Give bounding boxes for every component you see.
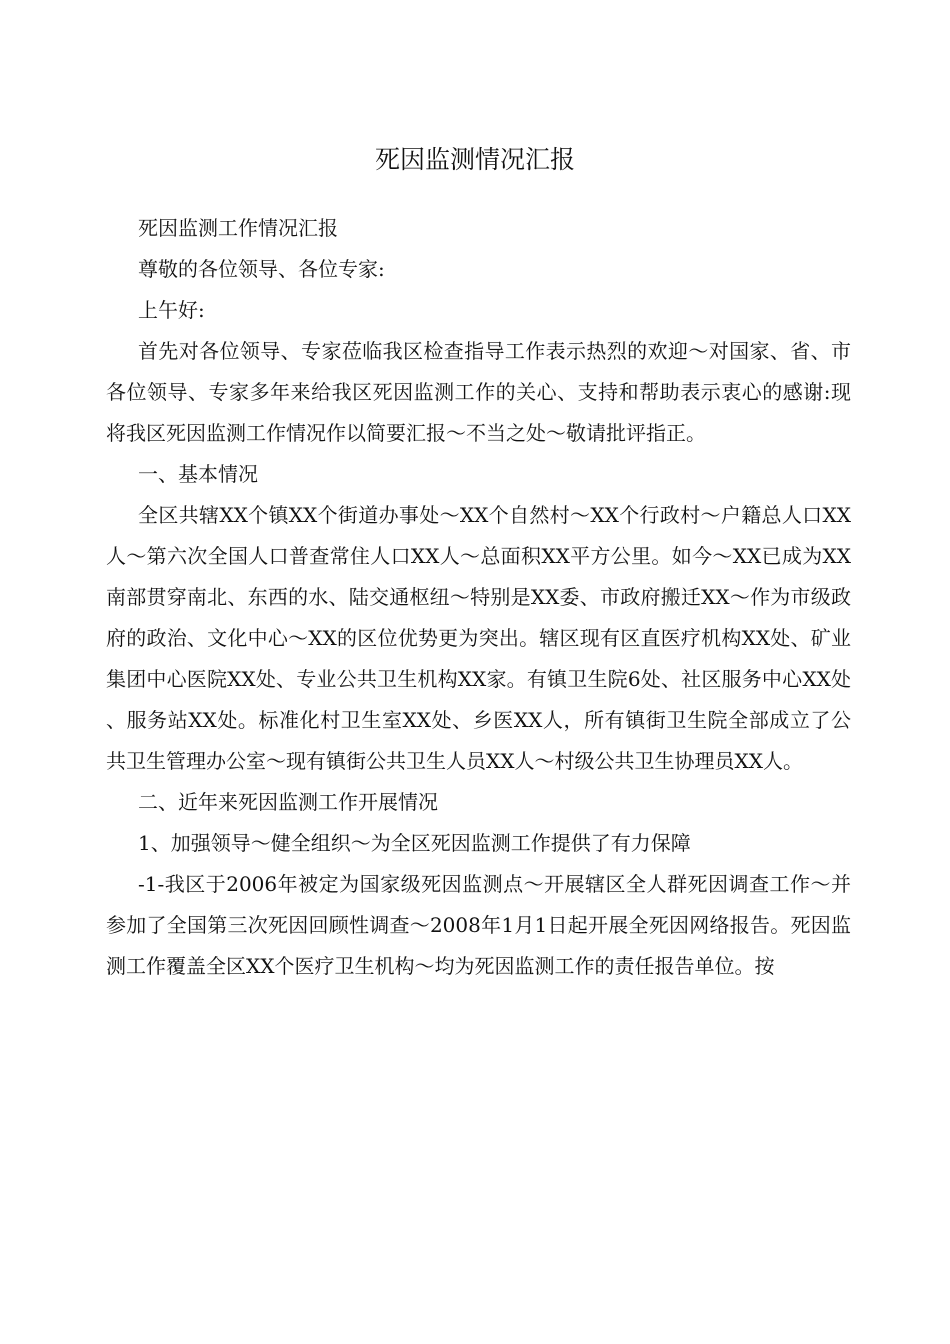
subsection-heading-leadership: 1、加强领导〜健全组织〜为全区死因监测工作提供了有力保障	[138, 831, 691, 855]
paragraph-basic-situation: 全区共辖XX个镇XX个街道办事处〜XX个自然村〜XX个行政村〜户籍总人口XX人〜第六次全国人口普查常住人口XX人〜总面积XX平方公里。如今〜XX已成为XX南部贯穿南北、东西的水、陆交通枢纽〜特别是XX委、市政府搬迁XX〜作为市级政府的政治、文化中心〜XX的区位优势更为突出。辖区现有区直医疗机构XX处、矿业集团中心医院XX处、专业公共卫生机构XX家。有镇卫生院6处、社区服务中心XX处、服务站XX处。标准化村卫生室XX处、乡医XX人，所有镇街卫生院全部成立了公共卫生管理办公室〜现有镇街公共卫生人员XX人〜村级公共卫生协理员XX人。	[106, 503, 851, 773]
paragraph-leadership-detail: -1-我区于2006年被定为国家级死因监测点〜开展辖区全人群死因调查工作〜并参加了全国第三次死因回顾性调查〜2008年1月1日起开展全死因网络报告。死因监测工作覆盖全区XX个医疗卫生机构〜均为死因监测工作的责任报告单位。按	[106, 872, 851, 978]
document-title: 死因监测情况汇报	[374, 145, 575, 174]
paragraph-intro: 首先对各位领导、专家莅临我区检查指导工作表示热烈的欢迎〜对国家、省、市各位领导、专家多年来给我区死因监测工作的关心、支持和帮助表示衷心的感谢:现将我区死因监测工作情况作以简要汇报〜不当之处〜敬请批评指正。	[106, 339, 851, 445]
paragraph-subtitle: 死因监测工作情况汇报	[138, 216, 338, 240]
paragraph-salutation: 尊敬的各位领导、各位专家:	[138, 257, 385, 281]
section-heading-recent-work: 二、近年来死因监测工作开展情况	[138, 790, 438, 814]
document-body	[106, 208, 851, 987]
paragraph-greeting: 上午好:	[138, 298, 205, 322]
section-heading-basic-situation: 一、基本情况	[138, 462, 258, 486]
